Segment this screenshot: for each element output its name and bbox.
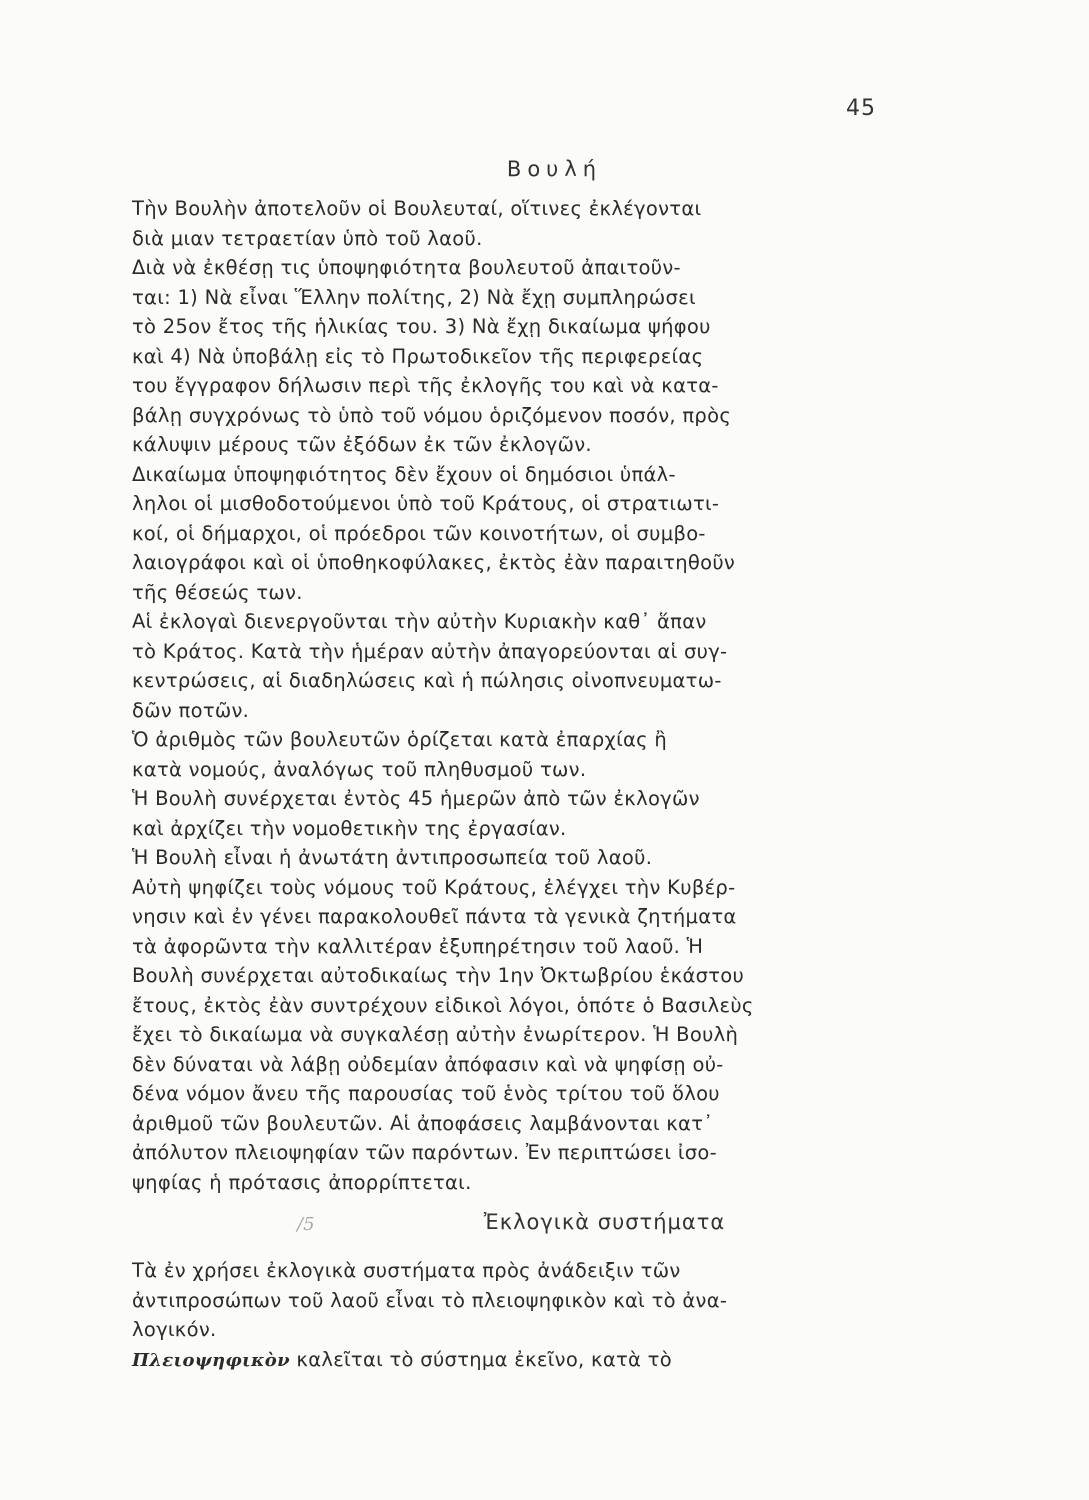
text-line: ἔχει τὸ δικαίωμα νὰ συγκαλέσῃ αὐτὴν ἐνωρίτερον. Ἡ Βουλὴ (132, 1023, 739, 1046)
text-line: καὶ 4) Νὰ ὑποβάλῃ εἰς τὸ Πρωτοδικεῖον τῆς περιφερείας (132, 344, 704, 368)
text-line: κοί, οἱ δήμαρχοι, οἱ πρόεδροι τῶν κοινοτήτων, οἱ συμβο- (132, 521, 706, 545)
text-line: Ἡ Βουλὴ συνέρχεται ἐντὸς 45 ἡμερῶν ἀπὸ τῶν ἐκλογῶν (132, 787, 700, 810)
text-line-with-term (132, 1345, 902, 1376)
text-line: ψηφίας ἡ πρότασις ἀπορρίπτεται. (132, 1170, 472, 1194)
text-line: δένα νόμον ἄνευ τῆς παρουσίας τοῦ ἑνὸς τρίτου τοῦ ὅλου (132, 1082, 720, 1105)
text-line: ἀριθμοῦ τῶν βουλευτῶν. Αἱ ἀποφάσεις λαμβάνονται κατ᾿ (132, 1111, 714, 1135)
text-line: Ἡ Βουλὴ εἶναι ἡ ἀνωτάτη ἀντιπροσωπεία τοῦ λαοῦ. (132, 846, 653, 869)
text-line: Δικαίωμα ὑποψηφιότητος δὲν ἔχουν οἱ δημόσιοι ὑπάλ- (132, 462, 676, 486)
text-line: λαιογράφοι καὶ οἱ ὑποθηκοφύλακες, ἐκτὸς ἐὰν παραιτηθοῦν (132, 551, 736, 574)
text-line: νησιν καὶ ἐν γένει παρακολουθεῖ πάντα τὰ γενικὰ ζητήματα (132, 905, 737, 928)
text-line: διὰ μιαν τετραετίαν ὑπὸ τοῦ λαοῦ. (132, 226, 483, 250)
text-line: τὸ 25ον ἔτος τῆς ἡλικίας του. 3) Νὰ ἔχῃ δικαίωμα ψήφου (132, 315, 711, 338)
text-line: βάλῃ συγχρόνως τὸ ὑπὸ τοῦ νόμου ὁριζόμενον ποσόν, πρὸς (132, 403, 732, 427)
text-line: Τὰ ἐν χρήσει ἐκλογικὰ συστήματα πρὸς ἀνάδειξιν τῶν (132, 1259, 681, 1282)
text-line: κατὰ νομούς, ἀναλόγως τοῦ πληθυσμοῦ των. (132, 757, 587, 781)
page-number: 45 (846, 96, 876, 121)
text-line: κάλυψιν μέρους τῶν ἐξόδων ἐκ τῶν ἐκλογῶν. (132, 433, 592, 456)
text-line: δὲν δύναται νὰ λάβῃ οὐδεμίαν ἀπόφασιν καὶ νὰ ψηφίσῃ οὐ- (132, 1052, 724, 1076)
text-line: Αἱ ἐκλογαὶ διενεργοῦνται τὴν αὐτὴν Κυριακὴν καθ᾿ ἅπαν (132, 610, 707, 633)
text-line: Ὁ ἀριθμὸς τῶν βουλευτῶν ὁρίζεται κατὰ ἐπαρχίας ἢ (132, 728, 668, 751)
margin-annotation: /5 (297, 1214, 315, 1235)
text-line: Βουλὴ συνέρχεται αὐτοδικαίως τὴν 1ην Ὀκτωβρίου ἑκάστου (132, 964, 745, 987)
text-line: τὸ Κράτος. Κατὰ τὴν ἡμέραν αὐτὴν ἀπαγορεύονται αἱ συγ- (132, 639, 728, 663)
text-line: του ἔγγραφον δήλωσιν περὶ τῆς ἐκλογῆς του καὶ νὰ κατα- (132, 374, 719, 397)
text-line: Αὐτὴ ψηφίζει τοὺς νόμους τοῦ Κράτους, ἐλέγχει τὴν Κυβέρ- (132, 875, 736, 899)
text-line: ται: 1) Νὰ εἶναι Ἕλλην πολίτης, 2) Νὰ ἔχῃ συμπληρώσει (132, 285, 696, 309)
text-line: ἔτους, ἐκτὸς ἐὰν συντρέχουν εἰδικοὶ λόγοι, ὁπότε ὁ Βασιλεὺς (132, 993, 754, 1017)
section-body-vouli (132, 194, 902, 1197)
text-line: Διὰ νὰ ἐκθέσῃ τις ὑποψηφιότητα βουλευτοῦ ἀπαιτοῦν- (132, 256, 681, 279)
text-line: ἀντιπροσώπων τοῦ λαοῦ εἶναι τὸ πλειοψηφικὸν καὶ τὸ ἀνα- (132, 1288, 728, 1312)
section-heading-vouli: Βουλή (506, 157, 603, 181)
section-body-eklogika-systimata (132, 1256, 902, 1375)
text-line-rest: καλεῖται τὸ σύστημα ἐκεῖνο, κατὰ τὸ (296, 1347, 672, 1371)
defined-term: Πλειοψηφικὸν (132, 1349, 290, 1371)
text-line: κεντρώσεις, αἱ διαδηλώσεις καὶ ἡ πώλησις οἰνοπνευματω- (132, 669, 722, 692)
text-line: τῆς θέσεώς των. (132, 580, 303, 604)
text-line: δῶν ποτῶν. (132, 698, 250, 722)
text-line: ληλοι οἱ μισθοδοτούμενοι ὑπὸ τοῦ Κράτους, οἱ στρατιωτι- (132, 492, 720, 515)
text-line: τὰ ἀφορῶντα τὴν καλλιτέραν ἐξυπηρέτησιν τοῦ λαοῦ. Ἡ (132, 934, 704, 958)
text-line: λογικόν. (132, 1318, 217, 1341)
text-line: Τὴν Βουλὴν ἀποτελοῦν οἱ Βουλευταί, οἵτινες ἐκλέγονται (132, 197, 702, 220)
text-line: καὶ ἀρχίζει τὴν νομοθετικὴν της ἐργασίαν. (132, 816, 567, 840)
text-line: ἀπόλυτον πλειοψηφίαν τῶν παρόντων. Ἐν περιπτώσει ἰσο- (132, 1141, 717, 1164)
section-heading-eklogika-systimata: Ἐκλογικὰ συστήματα (483, 1210, 726, 1234)
